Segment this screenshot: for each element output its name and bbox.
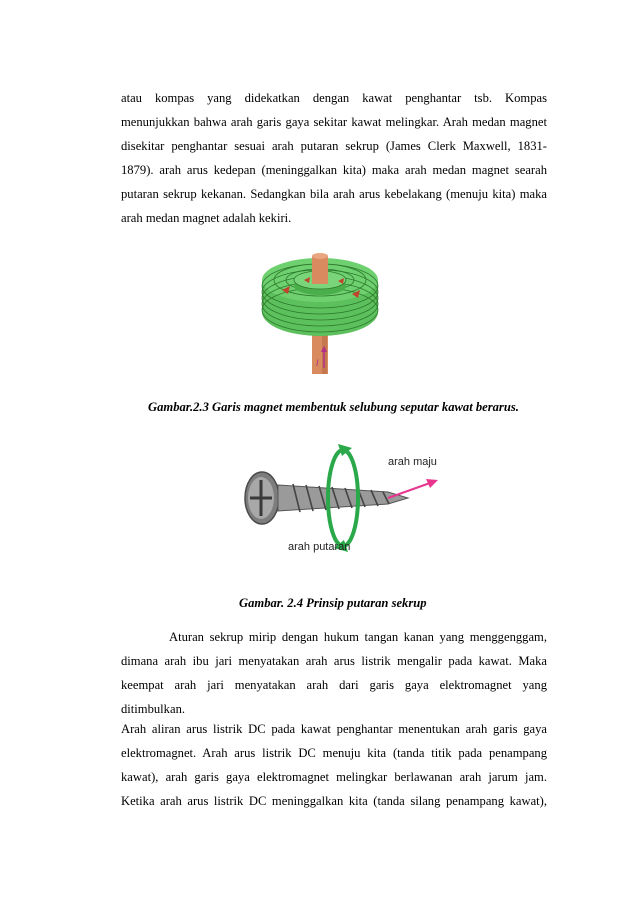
text-line: disekitar penghantar sesuai arah putaran sekrup (James Clerk Maxwell, 1831- [121, 139, 547, 154]
text-line: kawat), arah garis gaya elektromagnet melingkar berlawanan arah jarum jam. [121, 770, 547, 785]
text-line: dimana arah ibu jari menyatakan arah arus listrik mengalir pada kawat. Maka [121, 654, 547, 669]
text-line: elektromagnet. Arah arus listrik DC menuju kita (tanda titik pada penampang [121, 746, 547, 761]
text-line: keempat arah jari menyatakan arah dari garis gaya elektromagnet yang [121, 678, 547, 693]
current-label: I [316, 358, 319, 368]
paragraph-intro [121, 86, 547, 231]
paragraph-dc-current [121, 717, 547, 813]
forward-arrow-icon [388, 483, 430, 498]
figure-magnetic-field [258, 250, 382, 380]
text-line: Ketika arah arus listrik DC meninggalkan kita (tanda silang penampang kawat), [121, 794, 547, 809]
text-line: 1879). arah arus kedepan (meninggalkan kita) maka arah medan magnet searah [121, 163, 547, 178]
label-forward: arah maju [388, 456, 437, 468]
label-rotation: arah putaran [288, 541, 351, 553]
text-line: putaran sekrup kekanan. Sedangkan bila arah arus kebelakang (menuju kita) maka [121, 187, 547, 202]
text-line: Aturan sekrup mirip dengan hukum tangan kanan yang menggenggam, [169, 630, 547, 644]
text-line: arah medan magnet adalah kekiri. [121, 211, 292, 226]
figure-screw [238, 440, 448, 560]
text-line: menunjukkan bahwa arah garis gaya sekitar kawat melingkar. Arah medan magnet [121, 115, 547, 130]
text-line: Arah aliran arus listrik DC pada kawat penghantar menentukan arah garis gaya [121, 722, 547, 736]
wire-top [312, 256, 328, 284]
text-line: atau kompas yang didekatkan dengan kawat penghantar tsb. Kompas [121, 91, 547, 105]
figure-caption: Gambar. 2.4 Prinsip putaran sekrup [239, 596, 427, 610]
magnetic-field-illustration [258, 250, 382, 380]
figure-caption: Gambar.2.3 Garis magnet membentuk selubung seputar kawat berarus. [148, 400, 519, 414]
screw-illustration [238, 440, 448, 560]
text-line: ditimbulkan. [121, 702, 186, 717]
paragraph-screw-rule [121, 625, 547, 721]
